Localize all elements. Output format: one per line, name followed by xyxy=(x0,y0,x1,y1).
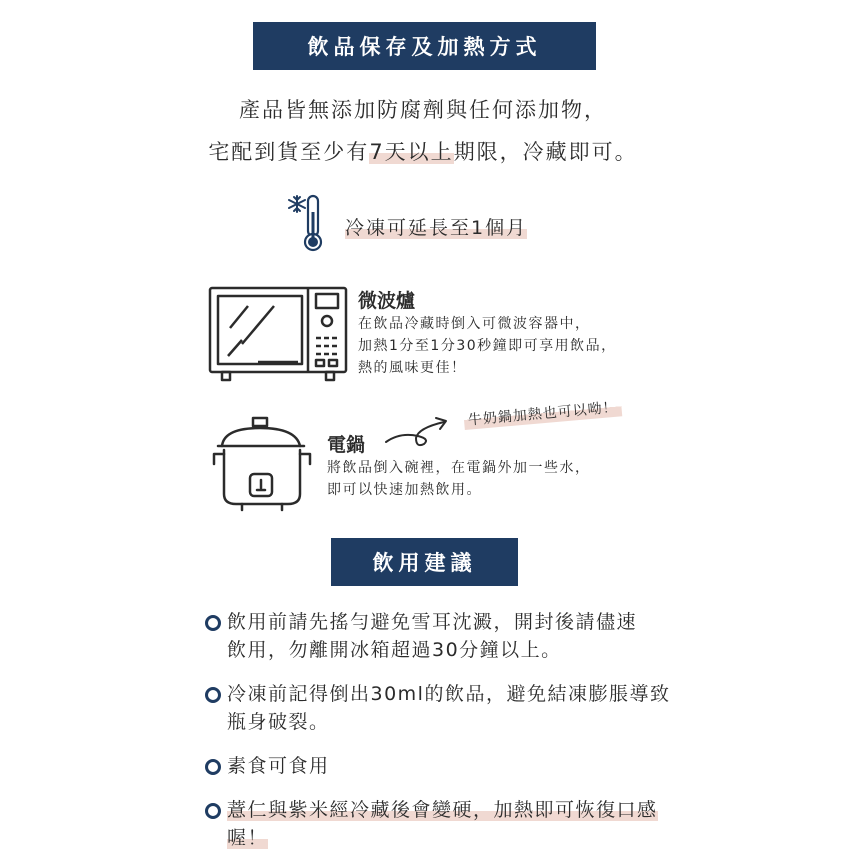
rice-cooker-icon xyxy=(208,416,318,512)
bullet-ring-icon xyxy=(205,803,221,819)
storage-heading: 飲品保存及加熱方式 xyxy=(307,34,542,59)
rice-cooker-desc-line: 即可以快速加熱飲用。 xyxy=(327,482,482,498)
intro-line-2 xyxy=(0,136,846,166)
list-item xyxy=(205,608,765,664)
bullet-ring-icon xyxy=(205,759,221,775)
drinking-tips-banner xyxy=(331,538,518,586)
curly-arrow-icon xyxy=(384,414,454,448)
intro-line-2-pre: 宅配到貨至少有 xyxy=(208,140,370,164)
list-item-text: 素食可食用 xyxy=(227,755,330,777)
intro-highlight: 7天以上 xyxy=(369,140,454,164)
microwave-desc-line: 熱的風味更佳！ xyxy=(358,360,467,376)
list-item-text: 冷凍前記得倒出30ml的飲品，避免結凍膨脹導致瓶身破裂。 xyxy=(227,683,671,733)
microwave-icon xyxy=(208,286,348,382)
drinking-tips-list xyxy=(205,608,765,852)
intro-line-1: 產品皆無添加防腐劑與任何添加物， xyxy=(239,98,607,122)
list-item-text xyxy=(227,796,667,852)
storage-heading-banner xyxy=(253,22,596,70)
rice-cooker-title: 電鍋 xyxy=(327,434,366,456)
milk-pot-tip: 牛奶鍋加熱也可以呦！ xyxy=(463,396,622,430)
freeze-text xyxy=(345,213,527,240)
list-item xyxy=(205,680,765,736)
list-item xyxy=(205,796,765,852)
microwave-description xyxy=(358,313,617,379)
bullet-ring-icon xyxy=(205,615,221,631)
intro-line-2-post: 期限，冷藏即可。 xyxy=(453,140,638,164)
drinking-tips-heading: 飲用建議 xyxy=(372,550,477,575)
freeze-text-label: 冷凍可延長至1個月 xyxy=(345,217,528,239)
microwave-desc-line: 在飲品冷藏時倒入可微波容器中， xyxy=(358,316,591,332)
list-item-text: 飲用前請先搖勻避免雪耳沈澱，開封後請儘速飲用，勿離開冰箱超過30分鐘以上。 xyxy=(227,611,638,661)
bullet-ring-icon xyxy=(205,687,221,703)
list-item xyxy=(205,752,765,780)
rice-cooker-description xyxy=(327,457,591,501)
microwave-desc-line: 加熱1分至1分30秒鐘即可享用飲品， xyxy=(358,338,617,354)
microwave-title: 微波爐 xyxy=(358,290,416,312)
thermometer-snowflake-icon xyxy=(282,192,332,254)
list-item-highlight: 薏仁與紫米經冷藏後會變硬，加熱即可恢復口感喔！ xyxy=(227,799,658,849)
rice-cooker-desc-line: 將飲品倒入碗裡，在電鍋外加一些水， xyxy=(327,460,591,476)
